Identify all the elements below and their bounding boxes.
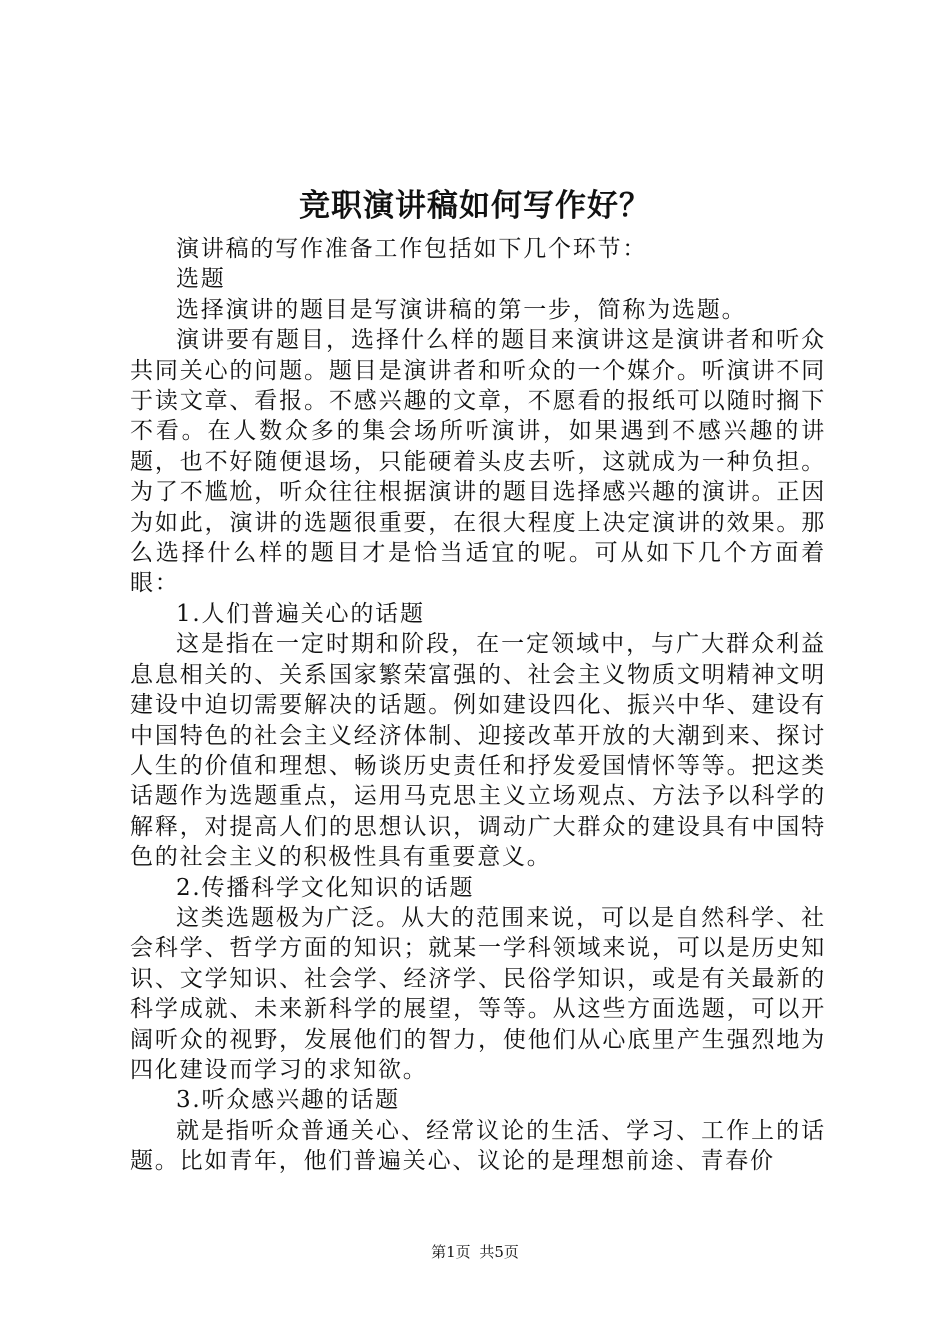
page-number: 第1页 xyxy=(431,1243,471,1261)
document-body xyxy=(130,234,826,1177)
list-heading-1: 1.人们普遍关心的话题 xyxy=(176,600,425,627)
page-total: 共5页 xyxy=(479,1243,519,1261)
section-heading-topic: 选题 xyxy=(176,266,226,293)
paragraph-heading-1-detail: 这是指在一定时期和阶段，在一定领域中，与广大群众利益息息相关的、关系国家繁荣富强的、社会主义物质文明精神文明建设中迫切需要解决的话题。例如建设四化、振兴中华、建设有中国特色的社会主义经济体制、迎接改革开放的大潮到来、探讨人生的价值和理想、畅谈历史责任和抒发爱国情怀等等。把这类话题作为选题重点，运用马克思主义立场观点、方法予以科学的解释，对提高人们的思想认识，调动广大群众的建设具有中国特色的社会主义的积极性具有重要意义。 xyxy=(130,631,826,871)
paragraph-heading-3-detail: 就是指听众普通关心、经常议论的生活、学习、工作上的话题。比如青年，他们普遍关心、议论的是理想前途、青春价 xyxy=(130,1117,826,1175)
page-footer xyxy=(0,1242,950,1262)
paragraph-heading-2-detail: 这类选题极为广泛。从大的范围来说，可以是自然科学、社会科学、哲学方面的知识；就某一学科领域来说，可以是历史知识、文学知识、社会学、经济学、民俗学知识，或是有关最新的科学成就、未来新科学的展望，等等。从这些方面选题，可以开阔听众的视野，发展他们的智力，使他们从心底里产生强烈地为四化建设而学习的求知欲。 xyxy=(130,904,826,1083)
paragraph-topic-definition: 选择演讲的题目是写演讲稿的第一步，简称为选题。 xyxy=(176,296,747,323)
document-title: 竞职演讲稿如何写作好？ xyxy=(299,188,651,224)
paragraph-topic-importance: 演讲要有题目，选择什么样的题目来演讲这是演讲者和听众共同关心的问题。题目是演讲者和听众的一个媒介。听演讲不同于读文章、看报。不感兴趣的文章，不愿看的报纸可以随时搁下不看。在人数众多的集会场所听演讲，如果遇到不感兴趣的讲题，也不好随便退场，只能硬着头皮去听，这就成为一种负担。为了不尴尬，听众往往根据演讲的题目选择感兴趣的演讲。正因为如此，演讲的选题很重要，在很大程度上决定演讲的效果。那么选择什么样的题目才是恰当适宜的呢。可从如下几个方面着眼： xyxy=(130,327,826,597)
list-heading-2: 2.传播科学文化知识的话题 xyxy=(176,874,475,901)
paragraph-intro: 演讲稿的写作准备工作包括如下几个环节： xyxy=(176,236,648,262)
list-heading-3: 3.听众感兴趣的话题 xyxy=(176,1087,400,1114)
